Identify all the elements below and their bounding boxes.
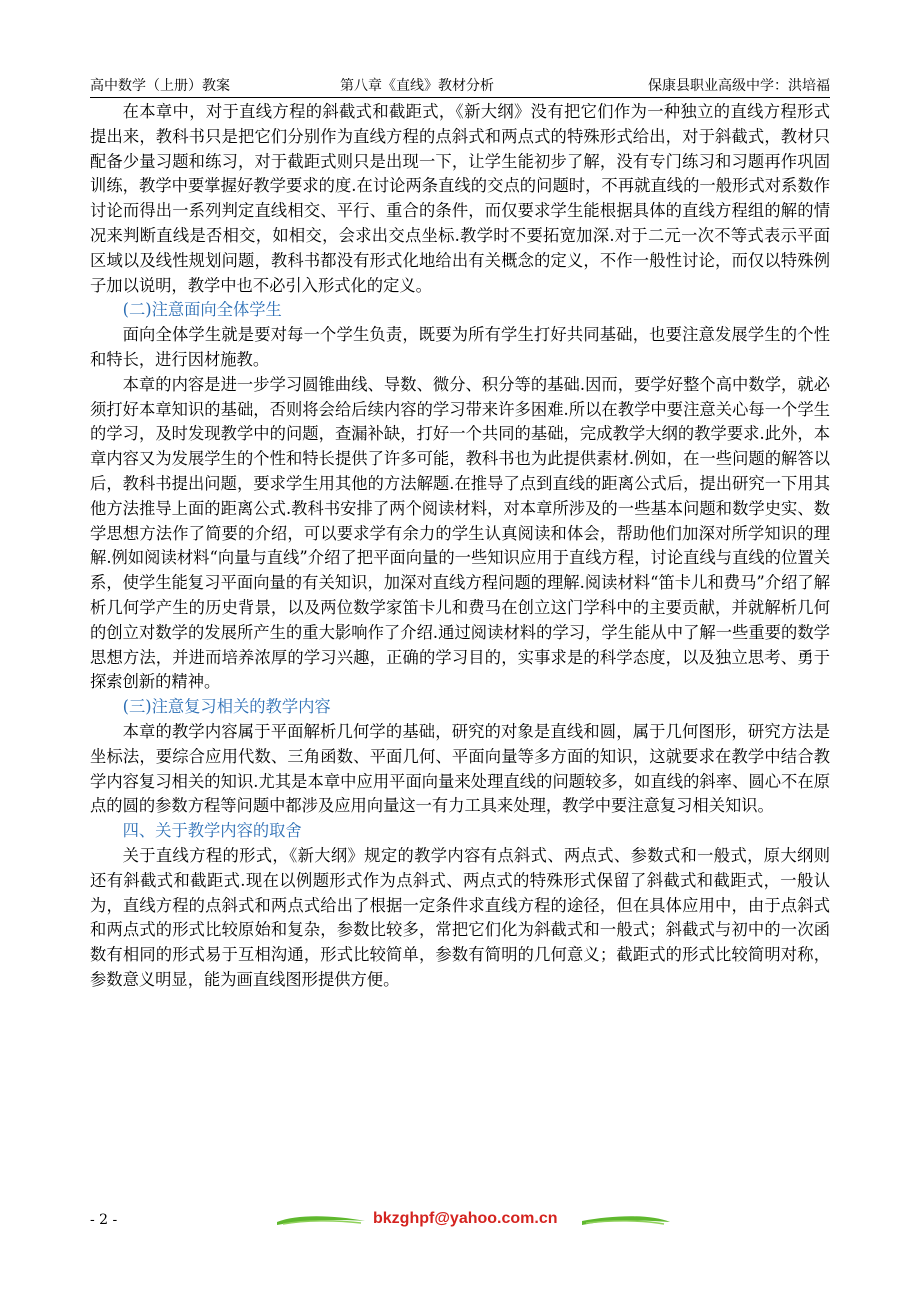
body-paragraph: 本章的教学内容属于平面解析几何学的基础，研究的对象是直线和圆，属于几何图形，研究方法是坐标法，要综合应用代数、三角函数、平面几何、平面向量等多方面的知识，这就要求在教学中结合教学内容复习相关的知识.尤其是本章中应用平面向量来处理直线的问题较多，如直线的斜率、圆心不在原点的圆的参数方程等问题中都涉及应用向量这一有力工具来处理，教学中要注意复习相关知识。	[90, 721, 830, 816]
header-author: 保康县职业高级中学：洪培福	[648, 78, 830, 94]
page-header	[90, 77, 830, 98]
section-heading: (三)注意复习相关的教学内容	[122, 697, 331, 717]
document-body	[90, 100, 830, 993]
green-swoosh-icon	[580, 1210, 672, 1230]
green-swoosh-icon	[275, 1210, 367, 1230]
section-heading: 四、关于教学内容的取舍	[122, 821, 302, 841]
header-course-title: 高中数学（上册）教案	[90, 78, 230, 94]
body-paragraph: 关于直线方程的形式，《新大纲》规定的教学内容有点斜式、两点式、参数式和一般式，原大纲则还有斜截式和截距式.现在以例题形式作为点斜式、两点式的特殊形式保留了斜截式和截距式，一般认为，直线方程的点斜式和两点式给出了根据一定条件求直线方程的途径，但在具体应用中，由于点斜式和两点式的形式比较原始和复杂，参数比较多，常把它们化为斜截式和一般式；斜截式与初中的一次函数有相同的形式易于互相沟通，形式比较简单，参数有简明的几何意义；截距式的形式比较简明对称，参数意义明显，能为画直线图形提供方便。	[90, 845, 830, 989]
page-number: - 2 -	[90, 1212, 118, 1228]
body-paragraph: 面向全体学生就是要对每一个学生负责，既要为所有学生打好共同基础，也要注意发展学生的个性和特长，进行因材施教。	[90, 325, 830, 369]
body-paragraph: 本章的内容是进一步学习圆锥曲线、导数、微分、积分等的基础.因而，要学好整个高中数学，就必须打好本章知识的基础，否则将会给后续内容的学习带来许多困难.所以在教学中要注意关心每一个学生的学习，及时发现教学中的问题，查漏补缺，打好一个共同的基础，完成教学大纲的教学要求.此外，本章内容又为发展学生的个性和特长提供了许多可能，教科书也为此提供素材.例如，在一些问题的解答以后，教科书提出问题，要求学生用其他的方法解题.在推导了点到直线的距离公式后，提出研究一下用其他方法推导上面的距离公式.教科书安排了两个阅读材料，对本章所涉及的一些基本问题和数学史实、数学思想方法作了简要的介绍，可以要求学有余力的学生认真阅读和体会，帮助他们加深对所学知识的理解.例如阅读材料“向量与直线”介绍了把平面向量的一些知识应用于直线方程，讨论直线与直线的位置关系，使学生能复习平面向量的有关知识，加深对直线方程问题的理解.阅读材料“笛卡儿和费马”介绍了解析几何学产生的历史背景，以及两位数学家笛卡儿和费马在创立这门学科中的主要贡献，并就解析几何的创立对数学的发展所产生的重大影响作了介绍.通过阅读材料的学习，学生能从中了解一些重要的数学思想方法，并进而培养浓厚的学习兴趣，正确的学习目的，实事求是的科学态度，以及独立思考、勇于探索创新的精神。	[90, 374, 830, 692]
body-paragraph: 在本章中，对于直线方程的斜截式和截距式，《新大纲》没有把它们作为一种独立的直线方程形式提出来，教科书只是把它们分别作为直线方程的点斜式和两点式的特殊形式给出，对于斜截式，教材只配备少量习题和练习，对于截距式则只是出现一下，让学生能初步了解，没有专门练习和习题再作巩固训练，教学中要掌握好教学要求的度.在讨论两条直线的交点的问题时，不再就直线的一般形式对系数作讨论而得出一系列判定直线相交、平行、重合的条件，而仅要求学生能根据具体的直线方程组的解的情况来判断直线是否相交，如相交，会求出交点坐标.教学时不要拓宽加深.对于二元一次不等式表示平面区域以及线性规划问题，教科书都没有形式化地给出有关概念的定义，不作一般性讨论，而仅以特殊例子加以说明，教学中也不必引入形式化的定义。	[90, 102, 830, 295]
page-footer	[90, 1210, 830, 1234]
header-chapter-title: 第八章《直线》教材分析	[340, 78, 494, 94]
section-heading: (二)注意面向全体学生	[122, 300, 282, 320]
footer-email-link[interactable]: bkzghpf@yahoo.com.cn	[373, 1210, 558, 1227]
